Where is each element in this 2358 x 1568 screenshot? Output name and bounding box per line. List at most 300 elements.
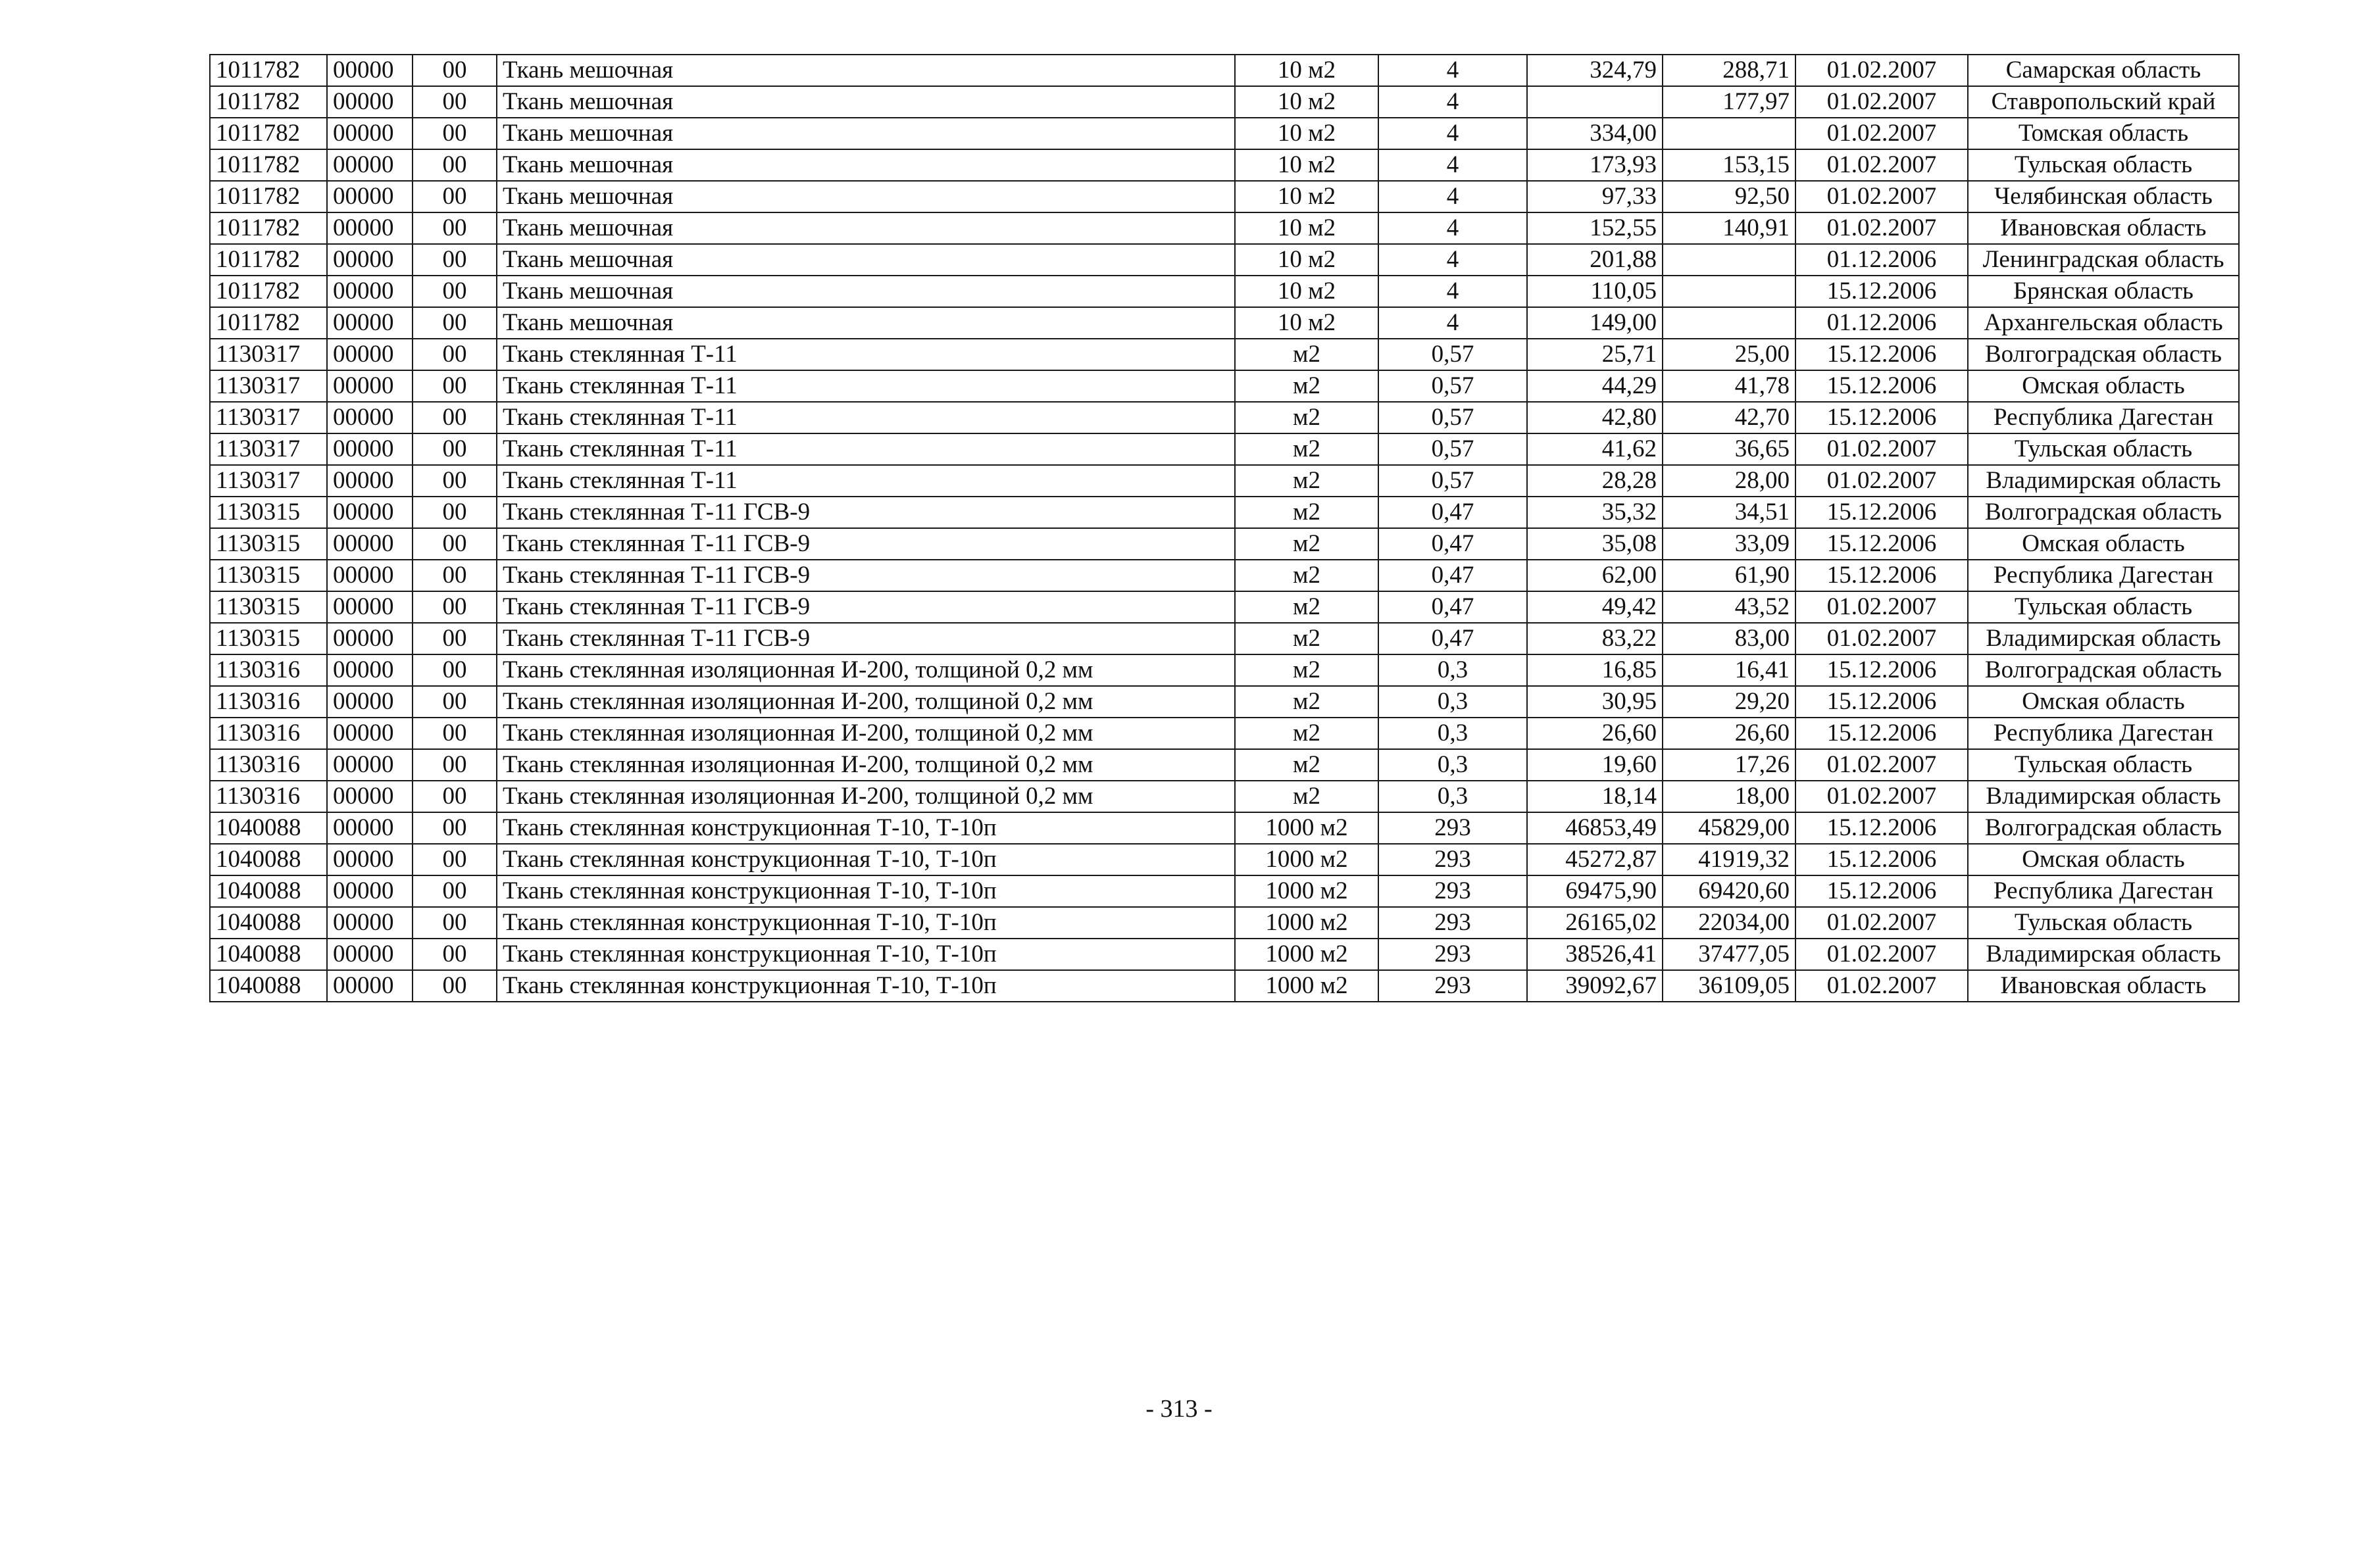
- sub-code-cell: 00000: [327, 686, 413, 718]
- table-row: [210, 55, 2239, 86]
- table-row: [210, 686, 2239, 718]
- price-2-cell: 92,50: [1663, 181, 1795, 212]
- unit-of-measure-cell: м2: [1235, 781, 1378, 812]
- sub-code-cell: 00000: [327, 718, 413, 749]
- price-1-cell: 110,05: [1527, 276, 1663, 307]
- price-2-cell: 177,97: [1663, 86, 1795, 118]
- price-1-cell: 18,14: [1527, 781, 1663, 812]
- material-name-cell: Ткань мешочная: [497, 149, 1235, 181]
- price-1-cell: 83,22: [1527, 623, 1663, 654]
- material-name-cell: Ткань стеклянная конструкционная Т-10, Т-10п: [497, 939, 1235, 970]
- region-cell: Волгоградская область: [1968, 812, 2239, 844]
- sub-code-cell: 00000: [327, 181, 413, 212]
- price-2-cell: 45829,00: [1663, 812, 1795, 844]
- price-date-cell: 01.02.2007: [1795, 939, 1968, 970]
- sub-code-cell: 00000: [327, 276, 413, 307]
- unit-of-measure-cell: 10 м2: [1235, 276, 1378, 307]
- price-date-cell: 15.12.2006: [1795, 497, 1968, 528]
- unit-of-measure-cell: м2: [1235, 339, 1378, 370]
- table-row: [210, 591, 2239, 623]
- material-name-cell: Ткань мешочная: [497, 276, 1235, 307]
- suffix-code-cell: 00: [413, 118, 497, 149]
- coefficient-cell: 0,57: [1378, 465, 1527, 497]
- item-code-cell: 1011782: [210, 55, 327, 86]
- unit-of-measure-cell: 1000 м2: [1235, 907, 1378, 939]
- unit-of-measure-cell: 10 м2: [1235, 307, 1378, 339]
- table-body: [210, 55, 2239, 1002]
- sub-code-cell: 00000: [327, 433, 413, 465]
- region-cell: Владимирская область: [1968, 623, 2239, 654]
- material-name-cell: Ткань стеклянная изоляционная И-200, толщиной 0,2 мм: [497, 718, 1235, 749]
- sub-code-cell: 00000: [327, 370, 413, 402]
- item-code-cell: 1130317: [210, 433, 327, 465]
- coefficient-cell: 0,47: [1378, 623, 1527, 654]
- table-row: [210, 370, 2239, 402]
- price-date-cell: 01.02.2007: [1795, 118, 1968, 149]
- suffix-code-cell: 00: [413, 654, 497, 686]
- suffix-code-cell: 00: [413, 528, 497, 560]
- price-1-cell: 30,95: [1527, 686, 1663, 718]
- item-code-cell: 1040088: [210, 970, 327, 1002]
- region-cell: Ленинградская область: [1968, 244, 2239, 276]
- unit-of-measure-cell: 10 м2: [1235, 181, 1378, 212]
- price-1-cell: 38526,41: [1527, 939, 1663, 970]
- price-2-cell: 36,65: [1663, 433, 1795, 465]
- price-1-cell: 39092,67: [1527, 970, 1663, 1002]
- price-1-cell: 25,71: [1527, 339, 1663, 370]
- table-row: [210, 528, 2239, 560]
- material-name-cell: Ткань стеклянная конструкционная Т-10, Т-10п: [497, 875, 1235, 907]
- item-code-cell: 1130316: [210, 718, 327, 749]
- coefficient-cell: 0,47: [1378, 497, 1527, 528]
- price-2-cell: 28,00: [1663, 465, 1795, 497]
- region-cell: Республика Дагестан: [1968, 875, 2239, 907]
- price-2-cell: 22034,00: [1663, 907, 1795, 939]
- coefficient-cell: 0,57: [1378, 370, 1527, 402]
- region-cell: Томская область: [1968, 118, 2239, 149]
- price-1-cell: 35,08: [1527, 528, 1663, 560]
- item-code-cell: 1130317: [210, 370, 327, 402]
- material-name-cell: Ткань стеклянная изоляционная И-200, толщиной 0,2 мм: [497, 654, 1235, 686]
- suffix-code-cell: 00: [413, 718, 497, 749]
- material-name-cell: Ткань стеклянная Т-11: [497, 433, 1235, 465]
- coefficient-cell: 4: [1378, 181, 1527, 212]
- price-date-cell: 15.12.2006: [1795, 402, 1968, 433]
- unit-of-measure-cell: 10 м2: [1235, 86, 1378, 118]
- table-row: [210, 560, 2239, 591]
- price-date-cell: 01.02.2007: [1795, 465, 1968, 497]
- item-code-cell: 1011782: [210, 276, 327, 307]
- suffix-code-cell: 00: [413, 433, 497, 465]
- unit-of-measure-cell: м2: [1235, 749, 1378, 781]
- item-code-cell: 1011782: [210, 307, 327, 339]
- price-date-cell: 01.02.2007: [1795, 212, 1968, 244]
- coefficient-cell: 293: [1378, 812, 1527, 844]
- coefficient-cell: 4: [1378, 149, 1527, 181]
- unit-of-measure-cell: 10 м2: [1235, 55, 1378, 86]
- item-code-cell: 1130316: [210, 781, 327, 812]
- material-name-cell: Ткань стеклянная изоляционная И-200, толщиной 0,2 мм: [497, 686, 1235, 718]
- region-cell: Самарская область: [1968, 55, 2239, 86]
- price-1-cell: 69475,90: [1527, 875, 1663, 907]
- region-cell: Тульская область: [1968, 149, 2239, 181]
- price-date-cell: 01.02.2007: [1795, 970, 1968, 1002]
- price-1-cell: 324,79: [1527, 55, 1663, 86]
- price-date-cell: 01.02.2007: [1795, 86, 1968, 118]
- sub-code-cell: 00000: [327, 844, 413, 875]
- suffix-code-cell: 00: [413, 402, 497, 433]
- sub-code-cell: 00000: [327, 781, 413, 812]
- sub-code-cell: 00000: [327, 465, 413, 497]
- item-code-cell: 1130315: [210, 560, 327, 591]
- material-name-cell: Ткань стеклянная Т-11 ГСВ-9: [497, 623, 1235, 654]
- region-cell: Волгоградская область: [1968, 654, 2239, 686]
- sub-code-cell: 00000: [327, 970, 413, 1002]
- coefficient-cell: 0,3: [1378, 718, 1527, 749]
- price-1-cell: 26,60: [1527, 718, 1663, 749]
- price-2-cell: 25,00: [1663, 339, 1795, 370]
- price-date-cell: 15.12.2006: [1795, 560, 1968, 591]
- sub-code-cell: 00000: [327, 812, 413, 844]
- coefficient-cell: 293: [1378, 939, 1527, 970]
- suffix-code-cell: 00: [413, 591, 497, 623]
- price-2-cell: 17,26: [1663, 749, 1795, 781]
- table-row: [210, 623, 2239, 654]
- suffix-code-cell: 00: [413, 497, 497, 528]
- suffix-code-cell: 00: [413, 875, 497, 907]
- material-name-cell: Ткань мешочная: [497, 86, 1235, 118]
- table-row: [210, 654, 2239, 686]
- unit-of-measure-cell: м2: [1235, 591, 1378, 623]
- region-cell: Ставропольский край: [1968, 86, 2239, 118]
- price-date-cell: 01.12.2006: [1795, 307, 1968, 339]
- material-name-cell: Ткань мешочная: [497, 212, 1235, 244]
- material-name-cell: Ткань стеклянная конструкционная Т-10, Т-10п: [497, 970, 1235, 1002]
- unit-of-measure-cell: м2: [1235, 686, 1378, 718]
- coefficient-cell: 0,57: [1378, 402, 1527, 433]
- price-2-cell: 29,20: [1663, 686, 1795, 718]
- material-name-cell: Ткань стеклянная Т-11 ГСВ-9: [497, 497, 1235, 528]
- material-name-cell: Ткань мешочная: [497, 307, 1235, 339]
- table-row: [210, 749, 2239, 781]
- suffix-code-cell: 00: [413, 844, 497, 875]
- item-code-cell: 1130317: [210, 402, 327, 433]
- region-cell: Ивановская область: [1968, 970, 2239, 1002]
- item-code-cell: 1040088: [210, 812, 327, 844]
- unit-of-measure-cell: м2: [1235, 497, 1378, 528]
- price-date-cell: 15.12.2006: [1795, 875, 1968, 907]
- table-row: [210, 339, 2239, 370]
- coefficient-cell: 0,3: [1378, 749, 1527, 781]
- table-row: [210, 939, 2239, 970]
- suffix-code-cell: 00: [413, 907, 497, 939]
- unit-of-measure-cell: 10 м2: [1235, 212, 1378, 244]
- material-name-cell: Ткань мешочная: [497, 55, 1235, 86]
- unit-of-measure-cell: м2: [1235, 560, 1378, 591]
- item-code-cell: 1011782: [210, 181, 327, 212]
- region-cell: Челябинская область: [1968, 181, 2239, 212]
- item-code-cell: 1011782: [210, 212, 327, 244]
- sub-code-cell: 00000: [327, 654, 413, 686]
- price-date-cell: 15.12.2006: [1795, 686, 1968, 718]
- coefficient-cell: 0,3: [1378, 686, 1527, 718]
- material-name-cell: Ткань стеклянная конструкционная Т-10, Т-10п: [497, 844, 1235, 875]
- price-2-cell: 34,51: [1663, 497, 1795, 528]
- material-name-cell: Ткань стеклянная Т-11: [497, 465, 1235, 497]
- sub-code-cell: 00000: [327, 86, 413, 118]
- region-cell: Омская область: [1968, 844, 2239, 875]
- price-2-cell: 33,09: [1663, 528, 1795, 560]
- material-name-cell: Ткань стеклянная Т-11 ГСВ-9: [497, 560, 1235, 591]
- coefficient-cell: 293: [1378, 844, 1527, 875]
- sub-code-cell: 00000: [327, 149, 413, 181]
- coefficient-cell: 4: [1378, 55, 1527, 86]
- unit-of-measure-cell: 1000 м2: [1235, 844, 1378, 875]
- suffix-code-cell: 00: [413, 307, 497, 339]
- price-2-cell: 43,52: [1663, 591, 1795, 623]
- item-code-cell: 1040088: [210, 875, 327, 907]
- sub-code-cell: 00000: [327, 875, 413, 907]
- region-cell: Республика Дагестан: [1968, 560, 2239, 591]
- region-cell: Владимирская область: [1968, 465, 2239, 497]
- price-1-cell: 42,80: [1527, 402, 1663, 433]
- coefficient-cell: 0,57: [1378, 433, 1527, 465]
- price-table: [209, 54, 2240, 1002]
- table-row: [210, 212, 2239, 244]
- table-row: [210, 181, 2239, 212]
- price-2-cell: 69420,60: [1663, 875, 1795, 907]
- coefficient-cell: 0,57: [1378, 339, 1527, 370]
- material-name-cell: Ткань стеклянная конструкционная Т-10, Т-10п: [497, 812, 1235, 844]
- price-1-cell: 16,85: [1527, 654, 1663, 686]
- price-2-cell: 41919,32: [1663, 844, 1795, 875]
- region-cell: Тульская область: [1968, 907, 2239, 939]
- unit-of-measure-cell: м2: [1235, 465, 1378, 497]
- price-date-cell: 15.12.2006: [1795, 844, 1968, 875]
- material-name-cell: Ткань стеклянная конструкционная Т-10, Т-10п: [497, 907, 1235, 939]
- item-code-cell: 1130316: [210, 749, 327, 781]
- price-1-cell: 149,00: [1527, 307, 1663, 339]
- coefficient-cell: 293: [1378, 907, 1527, 939]
- price-1-cell: 62,00: [1527, 560, 1663, 591]
- sub-code-cell: 00000: [327, 939, 413, 970]
- price-1-cell: 173,93: [1527, 149, 1663, 181]
- suffix-code-cell: 00: [413, 370, 497, 402]
- suffix-code-cell: 00: [413, 812, 497, 844]
- material-name-cell: Ткань стеклянная Т-11: [497, 402, 1235, 433]
- item-code-cell: 1040088: [210, 907, 327, 939]
- page-number: - 313 -: [1145, 1395, 1213, 1423]
- price-1-cell: [1527, 86, 1663, 118]
- unit-of-measure-cell: 10 м2: [1235, 149, 1378, 181]
- table-row: [210, 718, 2239, 749]
- suffix-code-cell: 00: [413, 212, 497, 244]
- item-code-cell: 1130317: [210, 339, 327, 370]
- suffix-code-cell: 00: [413, 86, 497, 118]
- price-date-cell: 01.02.2007: [1795, 781, 1968, 812]
- price-date-cell: 01.12.2006: [1795, 244, 1968, 276]
- price-date-cell: 01.02.2007: [1795, 907, 1968, 939]
- price-2-cell: 42,70: [1663, 402, 1795, 433]
- material-name-cell: Ткань стеклянная Т-11 ГСВ-9: [497, 528, 1235, 560]
- price-date-cell: 01.02.2007: [1795, 749, 1968, 781]
- price-2-cell: 61,90: [1663, 560, 1795, 591]
- unit-of-measure-cell: 10 м2: [1235, 244, 1378, 276]
- price-1-cell: 46853,49: [1527, 812, 1663, 844]
- unit-of-measure-cell: 1000 м2: [1235, 939, 1378, 970]
- price-2-cell: 288,71: [1663, 55, 1795, 86]
- region-cell: Владимирская область: [1968, 939, 2239, 970]
- region-cell: Тульская область: [1968, 591, 2239, 623]
- price-1-cell: 19,60: [1527, 749, 1663, 781]
- price-1-cell: 44,29: [1527, 370, 1663, 402]
- table-row: [210, 812, 2239, 844]
- suffix-code-cell: 00: [413, 55, 497, 86]
- suffix-code-cell: 00: [413, 276, 497, 307]
- sub-code-cell: 00000: [327, 749, 413, 781]
- table-row: [210, 433, 2239, 465]
- material-name-cell: Ткань стеклянная изоляционная И-200, толщиной 0,2 мм: [497, 781, 1235, 812]
- sub-code-cell: 00000: [327, 55, 413, 86]
- price-1-cell: 41,62: [1527, 433, 1663, 465]
- coefficient-cell: 0,47: [1378, 591, 1527, 623]
- table-row: [210, 307, 2239, 339]
- item-code-cell: 1011782: [210, 118, 327, 149]
- price-date-cell: 15.12.2006: [1795, 528, 1968, 560]
- sub-code-cell: 00000: [327, 591, 413, 623]
- coefficient-cell: 0,47: [1378, 560, 1527, 591]
- region-cell: Архангельская область: [1968, 307, 2239, 339]
- sub-code-cell: 00000: [327, 402, 413, 433]
- region-cell: Волгоградская область: [1968, 497, 2239, 528]
- table-row: [210, 118, 2239, 149]
- price-1-cell: 28,28: [1527, 465, 1663, 497]
- coefficient-cell: 293: [1378, 875, 1527, 907]
- region-cell: Волгоградская область: [1968, 339, 2239, 370]
- material-name-cell: Ткань мешочная: [497, 181, 1235, 212]
- table-row: [210, 970, 2239, 1002]
- price-date-cell: 01.02.2007: [1795, 591, 1968, 623]
- coefficient-cell: 4: [1378, 212, 1527, 244]
- material-name-cell: Ткань стеклянная Т-11: [497, 339, 1235, 370]
- table-row: [210, 402, 2239, 433]
- coefficient-cell: 4: [1378, 244, 1527, 276]
- region-cell: Республика Дагестан: [1968, 718, 2239, 749]
- item-code-cell: 1130315: [210, 528, 327, 560]
- table-row: [210, 875, 2239, 907]
- region-cell: Ивановская область: [1968, 212, 2239, 244]
- item-code-cell: 1011782: [210, 244, 327, 276]
- item-code-cell: 1130316: [210, 686, 327, 718]
- region-cell: Омская область: [1968, 528, 2239, 560]
- region-cell: Владимирская область: [1968, 781, 2239, 812]
- unit-of-measure-cell: 1000 м2: [1235, 875, 1378, 907]
- sub-code-cell: 00000: [327, 560, 413, 591]
- region-cell: Брянская область: [1968, 276, 2239, 307]
- material-name-cell: Ткань стеклянная Т-11: [497, 370, 1235, 402]
- table-row: [210, 465, 2239, 497]
- sub-code-cell: 00000: [327, 212, 413, 244]
- coefficient-cell: 4: [1378, 86, 1527, 118]
- table-row: [210, 907, 2239, 939]
- item-code-cell: 1011782: [210, 149, 327, 181]
- item-code-cell: 1130316: [210, 654, 327, 686]
- material-name-cell: Ткань стеклянная изоляционная И-200, толщиной 0,2 мм: [497, 749, 1235, 781]
- sub-code-cell: 00000: [327, 244, 413, 276]
- material-name-cell: Ткань стеклянная Т-11 ГСВ-9: [497, 591, 1235, 623]
- unit-of-measure-cell: м2: [1235, 654, 1378, 686]
- price-date-cell: 15.12.2006: [1795, 370, 1968, 402]
- item-code-cell: 1040088: [210, 844, 327, 875]
- region-cell: Тульская область: [1968, 433, 2239, 465]
- unit-of-measure-cell: 10 м2: [1235, 118, 1378, 149]
- suffix-code-cell: 00: [413, 181, 497, 212]
- price-2-cell: 140,91: [1663, 212, 1795, 244]
- price-2-cell: [1663, 307, 1795, 339]
- table-row: [210, 276, 2239, 307]
- unit-of-measure-cell: 1000 м2: [1235, 812, 1378, 844]
- sub-code-cell: 00000: [327, 118, 413, 149]
- price-2-cell: 37477,05: [1663, 939, 1795, 970]
- suffix-code-cell: 00: [413, 560, 497, 591]
- price-1-cell: 97,33: [1527, 181, 1663, 212]
- price-2-cell: [1663, 244, 1795, 276]
- price-2-cell: 41,78: [1663, 370, 1795, 402]
- suffix-code-cell: 00: [413, 339, 497, 370]
- region-cell: Омская область: [1968, 370, 2239, 402]
- price-date-cell: 01.02.2007: [1795, 623, 1968, 654]
- suffix-code-cell: 00: [413, 149, 497, 181]
- coefficient-cell: 0,47: [1378, 528, 1527, 560]
- unit-of-measure-cell: м2: [1235, 402, 1378, 433]
- sub-code-cell: 00000: [327, 623, 413, 654]
- unit-of-measure-cell: м2: [1235, 433, 1378, 465]
- unit-of-measure-cell: м2: [1235, 370, 1378, 402]
- suffix-code-cell: 00: [413, 781, 497, 812]
- suffix-code-cell: 00: [413, 749, 497, 781]
- unit-of-measure-cell: м2: [1235, 623, 1378, 654]
- suffix-code-cell: 00: [413, 939, 497, 970]
- sub-code-cell: 00000: [327, 497, 413, 528]
- suffix-code-cell: 00: [413, 465, 497, 497]
- coefficient-cell: 0,3: [1378, 781, 1527, 812]
- suffix-code-cell: 00: [413, 244, 497, 276]
- price-2-cell: 26,60: [1663, 718, 1795, 749]
- price-date-cell: 15.12.2006: [1795, 812, 1968, 844]
- region-cell: Республика Дагестан: [1968, 402, 2239, 433]
- price-date-cell: 15.12.2006: [1795, 654, 1968, 686]
- price-1-cell: 35,32: [1527, 497, 1663, 528]
- price-date-cell: 15.12.2006: [1795, 276, 1968, 307]
- price-date-cell: 01.02.2007: [1795, 149, 1968, 181]
- price-2-cell: 16,41: [1663, 654, 1795, 686]
- item-code-cell: 1130315: [210, 497, 327, 528]
- suffix-code-cell: 00: [413, 686, 497, 718]
- sub-code-cell: 00000: [327, 907, 413, 939]
- table-row: [210, 497, 2239, 528]
- coefficient-cell: 293: [1378, 970, 1527, 1002]
- sub-code-cell: 00000: [327, 339, 413, 370]
- coefficient-cell: 4: [1378, 276, 1527, 307]
- item-code-cell: 1130315: [210, 591, 327, 623]
- coefficient-cell: 4: [1378, 307, 1527, 339]
- price-2-cell: [1663, 118, 1795, 149]
- suffix-code-cell: 00: [413, 623, 497, 654]
- unit-of-measure-cell: м2: [1235, 718, 1378, 749]
- price-2-cell: 18,00: [1663, 781, 1795, 812]
- material-name-cell: Ткань мешочная: [497, 118, 1235, 149]
- price-date-cell: 15.12.2006: [1795, 339, 1968, 370]
